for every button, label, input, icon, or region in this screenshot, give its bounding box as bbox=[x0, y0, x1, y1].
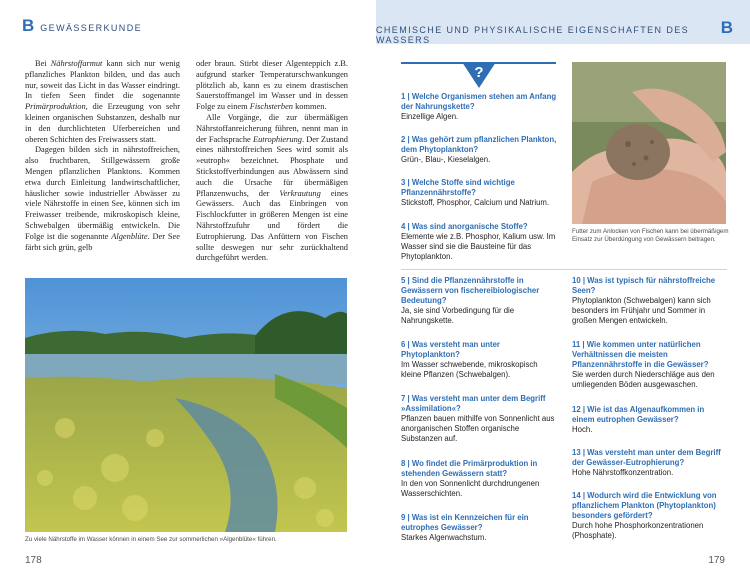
body-paragraph: Alle Vorgänge, die zur übermäßigen Nährstoffanreicherung führen, nennt man in der Fachsprache Eutrophierung. Der Zustand eines nährstoffreichen Sees wird somit als »eutroph« bezeichnet. Phosphate und Stickstoffverbindungen aus Abwässern sind auch die Ursache für übermäßigen Pflanzenwuchs, der Verkrautung eines Gewässers. Auch das Einbringen von Fischlockfutter in größeren Mengen ist eine Nährstoffzufuhr und fördert die Eutrophierung. Das Anfüttern von Fischen sollte deswegen nur sehr zurückhaltend durchgeführt werden. bbox=[196, 112, 348, 263]
question-text: 11 | Wie kommen unter natürlichen Verhältnissen die meisten Pflanzennährstoffe in die Gewässer? bbox=[572, 340, 709, 369]
answer-text: Im Wasser schwebende, mikroskopisch kleine Pflanzen (Schwebalgen). bbox=[401, 360, 538, 379]
chapter-letter-right: B bbox=[720, 18, 733, 37]
qa-item bbox=[401, 513, 559, 543]
body-column-1 bbox=[25, 59, 180, 253]
question-text: 13 | Was versteht man unter dem Begriff der Gewässer-Eutrophierung? bbox=[572, 448, 721, 467]
question-text: 8 | Wo findet die Primärproduktion in stehenden Gewässern statt? bbox=[401, 459, 538, 478]
question-text: 10 | Was ist typisch für nährstoffreiche Seen? bbox=[572, 276, 716, 295]
answer-text: Elemente wie z.B. Phosphor, Kalium usw. Im Wasser sind sie die Bausteine für das Phytoplankton. bbox=[401, 232, 556, 261]
qa-item bbox=[401, 92, 559, 122]
answer-text: Ja, sie sind Vorbedingung für die Nahrungskette. bbox=[401, 306, 515, 325]
qa-item bbox=[401, 276, 559, 326]
body-paragraph: oder braun. Stirbt dieser Algenteppich z.B. aufgrund starker Temperaturschwankungen plötzlich ab, kann es zu einem drastischen Sauerstoffmangel im Wasser und in dessen Folge zu einem Fischsterben kommen. bbox=[196, 59, 348, 112]
question-text: 4 | Was sind anorganische Stoffe? bbox=[401, 222, 528, 231]
answer-text: Hohe Nährstoffkonzentration. bbox=[572, 468, 674, 477]
page-number-left: 178 bbox=[25, 555, 42, 566]
question-text: 2 | Was gehört zum pflanzlichen Plankton, dem Phytoplankton? bbox=[401, 135, 557, 154]
answer-text: Grün-, Blau-, Kieselalgen. bbox=[401, 155, 491, 164]
qa-item bbox=[572, 405, 727, 435]
answer-text: Sie werden durch Niederschläge aus den umliegenden Böden ausgewaschen. bbox=[572, 370, 715, 389]
body-paragraph: Bei Nährstoffarmut kann sich nur wenig pflanzliches Plankton bilden, und das auch nur, soweit das Licht in das Wasser eindringt. In tiefen Seen findet die sogenannte Primärproduktion, die Erzeugung von sehr kleinen organischen Substanzen, deshalb nur in den durchlichteten Uferbereichen und oberen Schichten des Freiwassers statt. bbox=[25, 59, 180, 144]
qa-item bbox=[572, 448, 727, 478]
question-text: 9 | Was ist ein Kennzeichen für ein eutrophes Gewässer? bbox=[401, 513, 529, 532]
qa-item bbox=[401, 178, 559, 208]
answer-text: Phytoplankton (Schwebalgen) kann sich besonders im Frühjahr und Sommer in großen Mengen entwickeln. bbox=[572, 296, 711, 325]
question-text: 14 | Wodurch wird die Entwicklung von pflanzlichem Plankton (Phytoplankton) besonders gefördert? bbox=[572, 491, 717, 520]
answer-text: Starkes Algenwachstum. bbox=[401, 533, 487, 542]
qa-item bbox=[401, 459, 559, 499]
question-mark-icon bbox=[462, 62, 496, 88]
chapter-title-left: GEWÄSSERKUNDE bbox=[40, 23, 142, 33]
lake-algae-photo bbox=[25, 278, 347, 532]
svg-text:?: ? bbox=[474, 64, 484, 81]
right-page-header bbox=[376, 0, 750, 44]
qa-item bbox=[401, 135, 559, 165]
body-column-2 bbox=[196, 59, 348, 264]
qa-item bbox=[401, 222, 559, 262]
question-text: 5 | Sind die Pflanzennährstoffe in Gewässern von fischereibiologischer Bedeutung? bbox=[401, 276, 540, 305]
chapter-title-right: CHEMISCHE UND PHYSIKALISCHE EIGENSCHAFTEN DES WASSERS bbox=[376, 25, 690, 45]
qa-item bbox=[572, 340, 727, 390]
question-text: 3 | Welche Stoffe sind wichtige Pflanzennährstoffe? bbox=[401, 178, 515, 197]
answer-text: Stickstoff, Phosphor, Calcium und Natrium. bbox=[401, 198, 550, 207]
question-text: 1 | Welche Organismen stehen am Anfang der Nahrungskette? bbox=[401, 92, 557, 111]
section-divider bbox=[401, 269, 727, 270]
chapter-letter-left: B bbox=[22, 16, 35, 35]
lake-photo-caption: Zu viele Nährstoffe im Wasser können in einem See zur sommerlichen »Algenblüte« führen. bbox=[25, 536, 277, 543]
left-page-header bbox=[22, 16, 142, 36]
qa-item bbox=[572, 276, 727, 326]
hand-photo-caption: Futter zum Anlocken von Fischen kann bei übermäßigem Einsatz zur Überdüngung von Gewässern beitragen. bbox=[572, 228, 729, 244]
answer-text: In den von Sonnenlicht durchdrungenen Wasserschichten. bbox=[401, 479, 540, 498]
answer-text: Pflanzen bauen mithilfe von Sonnenlicht aus anorganischen Stoffen organische Substanzen auf. bbox=[401, 414, 555, 443]
answer-text: Hoch. bbox=[572, 425, 593, 434]
question-text: 7 | Was versteht man unter dem Begriff »Assimilation«? bbox=[401, 394, 546, 413]
question-text: 12 | Wie ist das Algenaufkommen in einem eutrophen Gewässer? bbox=[572, 405, 705, 424]
qa-item bbox=[572, 491, 727, 541]
question-text: 6 | Was versteht man unter Phytoplankton? bbox=[401, 340, 500, 359]
qa-item bbox=[401, 340, 559, 380]
qa-item bbox=[401, 394, 559, 444]
answer-text: Durch hohe Phosphorkonzentrationen (Phosphate). bbox=[572, 521, 704, 540]
body-paragraph: Dagegen bilden sich in nährstoffreichen, also fruchtbaren, Stillgewässern große Mengen pflanzlichen Planktons. Kommen etwa durch Einleitung landwirtschaftlicher, häuslicher sowie industrieller Abwässer zu viele Nährstoffe in einen See, können sich im Freiwasser treibende, mikroskopisch kleine, Schwebalgen übermäßig entwickeln. Die Folge ist die sogenannte Algenblüte. Der See färbt sich grün, gelb bbox=[25, 145, 180, 252]
page-number-right: 179 bbox=[708, 555, 725, 566]
answer-text: Einzellige Algen. bbox=[401, 112, 459, 121]
hand-fish-bait-photo bbox=[572, 62, 726, 224]
